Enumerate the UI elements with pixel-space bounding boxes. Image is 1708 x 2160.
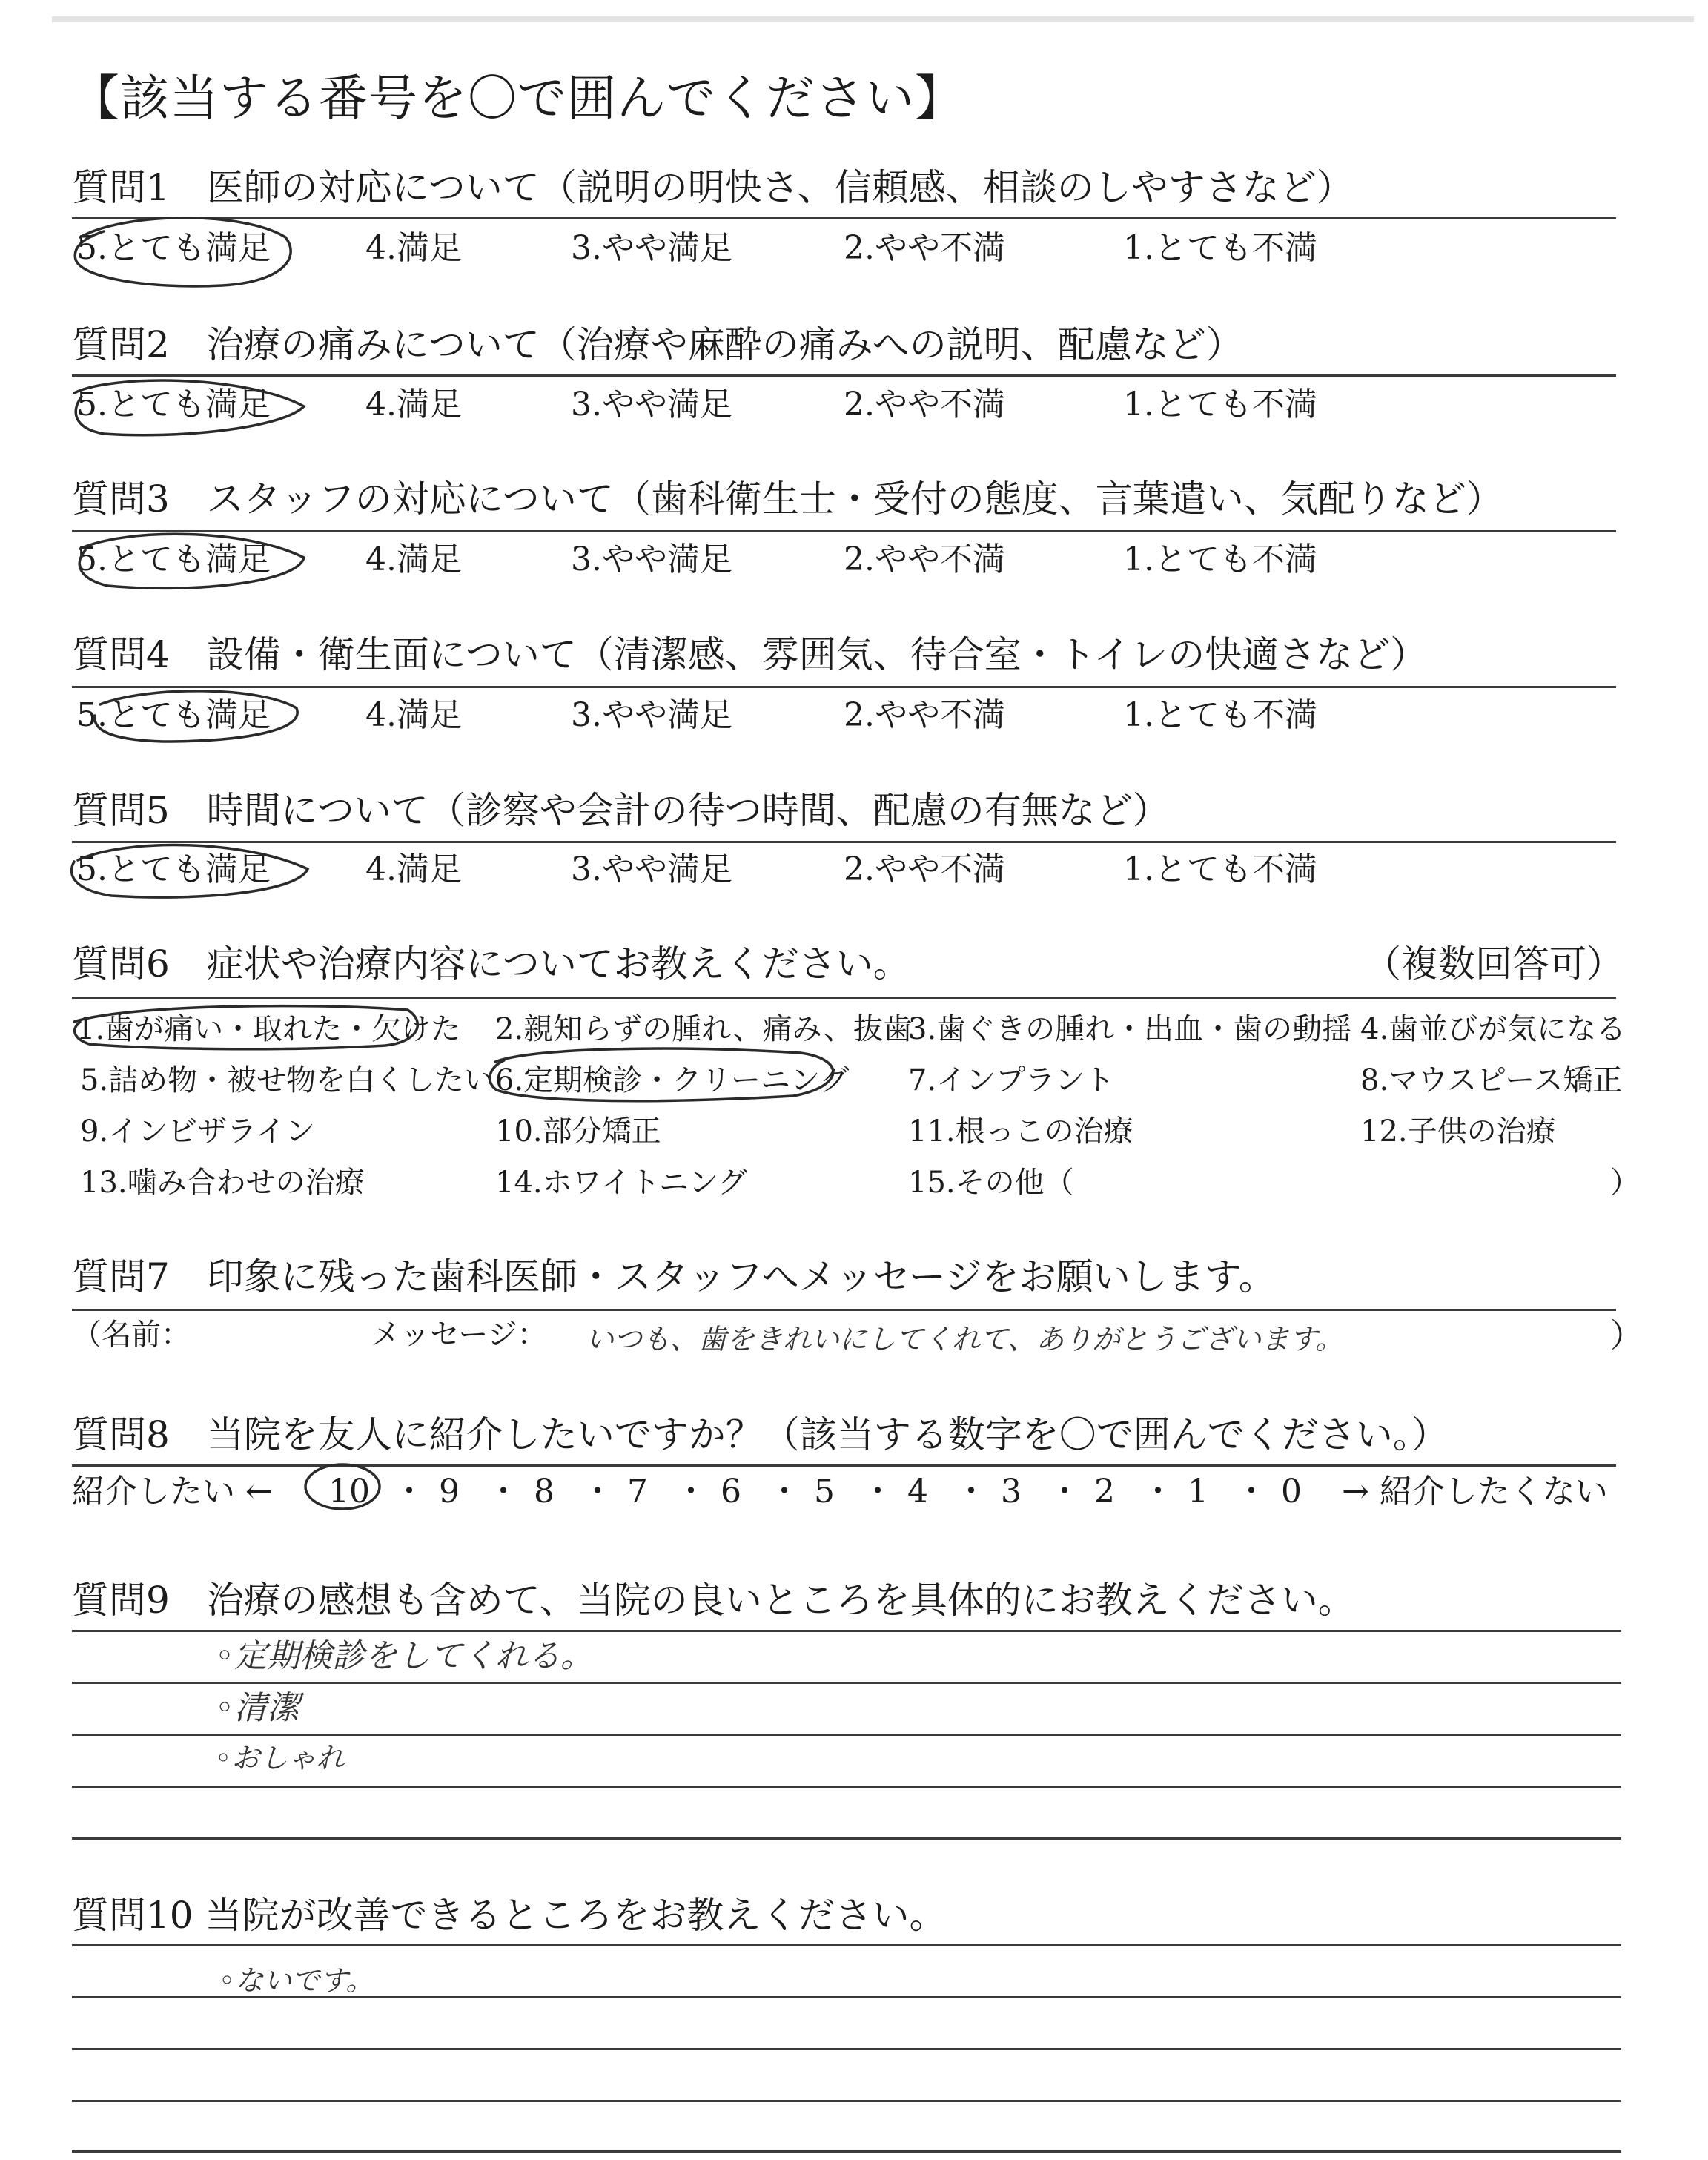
question-6-note: （複数回答可） bbox=[1364, 942, 1623, 985]
name-label: （名前： bbox=[72, 1318, 191, 1352]
q6-option-3[interactable]: 3.歯ぐきの腫れ・出血・歯の動揺 bbox=[908, 1012, 1352, 1046]
answer-line bbox=[72, 1837, 1621, 1840]
q6-option-10[interactable]: 10.部分矯正 bbox=[495, 1114, 661, 1149]
q3-option-2[interactable]: 2.やや不満 bbox=[844, 541, 1005, 578]
q1-option-4[interactable]: 4.満足 bbox=[365, 229, 462, 267]
q9-answer-2: ◦清潔 bbox=[215, 1689, 299, 1727]
scale-5[interactable]: 5 bbox=[814, 1473, 835, 1510]
question-2-rule bbox=[72, 374, 1616, 377]
answer-line bbox=[72, 2048, 1621, 2050]
q6-option-5[interactable]: 5.詰め物・被せ物を白くしたい bbox=[80, 1063, 494, 1097]
scale-sep: ・ bbox=[393, 1473, 426, 1510]
scale-2[interactable]: 2 bbox=[1094, 1473, 1115, 1510]
scale-9[interactable]: 9 bbox=[439, 1473, 460, 1510]
answer-line bbox=[72, 1630, 1621, 1632]
scale-0[interactable]: 0 bbox=[1281, 1473, 1302, 1510]
q1-option-2[interactable]: 2.やや不満 bbox=[844, 229, 1005, 267]
scale-7[interactable]: 7 bbox=[627, 1473, 648, 1510]
q4-option-4[interactable]: 4.満足 bbox=[365, 696, 462, 734]
question-6-rule bbox=[72, 997, 1616, 999]
message-label: メッセージ： bbox=[371, 1318, 547, 1352]
answer-line bbox=[72, 1734, 1621, 1736]
scale-sep: ・ bbox=[581, 1473, 614, 1510]
q6-option-15[interactable]: 15.その他（ bbox=[908, 1166, 1074, 1200]
answer-line bbox=[72, 1786, 1621, 1788]
question-7-rule bbox=[72, 1309, 1616, 1311]
recommend-left-label: 紹介したい ← bbox=[72, 1473, 273, 1510]
scale-1[interactable]: 1 bbox=[1188, 1473, 1208, 1510]
scale-sep: ・ bbox=[675, 1473, 707, 1510]
question-3-rule bbox=[72, 530, 1616, 532]
question-10-label: 質問10 当院が改善できるところをお教えください。 bbox=[72, 1894, 947, 1937]
q6-option-11[interactable]: 11.根っこの治療 bbox=[908, 1114, 1133, 1149]
q2-option-2[interactable]: 2.やや不満 bbox=[844, 386, 1005, 423]
scale-4[interactable]: 4 bbox=[907, 1473, 928, 1510]
page-title: 【該当する番号を〇で囲んでください】 bbox=[70, 70, 964, 127]
q5-option-3[interactable]: 3.やや満足 bbox=[571, 851, 732, 888]
answer-line bbox=[72, 1682, 1621, 1684]
q1-option-5[interactable]: 5.とても満足 bbox=[76, 229, 271, 267]
question-5-label: 質問5 時間について（診察や会計の待つ時間、配慮の有無など） bbox=[72, 789, 1170, 832]
q3-option-1[interactable]: 1.とても不満 bbox=[1123, 541, 1317, 578]
question-2-label: 質問2 治療の痛みについて（治療や麻酔の痛みへの説明、配慮など） bbox=[72, 323, 1243, 366]
q6-option-1[interactable]: 1.歯が痛い・取れた・欠けた bbox=[76, 1012, 461, 1046]
scale-sep: ・ bbox=[955, 1473, 987, 1510]
scale-3[interactable]: 3 bbox=[1001, 1473, 1022, 1510]
scale-sep: ・ bbox=[768, 1473, 801, 1510]
q5-option-4[interactable]: 4.満足 bbox=[365, 851, 462, 888]
question-3-label: 質問3 スタッフの対応について（歯科衛生士・受付の態度、言葉遣い、気配りなど） bbox=[72, 478, 1503, 521]
answer-line bbox=[72, 2100, 1621, 2102]
q6-option-15-close: ） bbox=[1610, 1166, 1640, 1200]
q6-option-13[interactable]: 13.噛み合わせの治療 bbox=[80, 1166, 365, 1200]
handwritten-message: いつも、歯をきれいにしてくれて、ありがとうございます。 bbox=[586, 1323, 1344, 1355]
question-8-rule bbox=[72, 1464, 1616, 1467]
q1-option-1[interactable]: 1.とても不満 bbox=[1123, 229, 1317, 267]
q1-option-3[interactable]: 3.やや満足 bbox=[571, 229, 732, 267]
q2-option-1[interactable]: 1.とても不満 bbox=[1123, 386, 1317, 423]
q6-option-9[interactable]: 9.インビザライン bbox=[80, 1114, 315, 1149]
q9-answer-1: ◦定期検診をしてくれる。 bbox=[215, 1637, 593, 1675]
q4-option-1[interactable]: 1.とても不満 bbox=[1123, 696, 1317, 734]
question-1-rule bbox=[72, 217, 1616, 219]
q4-option-5[interactable]: 5.とても満足 bbox=[76, 696, 271, 734]
question-1-label: 質問1 医師の対応について（説明の明快さ、信頼感、相談のしやすさなど） bbox=[72, 166, 1354, 209]
scale-8[interactable]: 8 bbox=[534, 1473, 555, 1510]
q2-option-4[interactable]: 4.満足 bbox=[365, 386, 462, 423]
question-4-rule bbox=[72, 686, 1616, 688]
recommend-right-label: → 紹介したくない bbox=[1342, 1473, 1608, 1510]
scale-sep: ・ bbox=[1142, 1473, 1174, 1510]
q6-option-2[interactable]: 2.親知らずの腫れ、痛み、抜歯 bbox=[495, 1012, 913, 1046]
q5-option-1[interactable]: 1.とても不満 bbox=[1123, 851, 1317, 888]
question-4-label: 質問4 設備・衛生面について（清潔感、雰囲気、待合室・トイレの快適さなど） bbox=[72, 633, 1428, 676]
question-5-rule bbox=[72, 841, 1616, 843]
scale-sep: ・ bbox=[861, 1473, 894, 1510]
scale-sep: ・ bbox=[487, 1473, 520, 1510]
q3-option-3[interactable]: 3.やや満足 bbox=[571, 541, 732, 578]
q4-option-3[interactable]: 3.やや満足 bbox=[571, 696, 732, 734]
q9-answer-3: ◦おしゃれ bbox=[215, 1742, 345, 1774]
question-7-label: 質問7 印象に残った歯科医師・スタッフへメッセージをお願いします。 bbox=[72, 1255, 1276, 1298]
q6-option-7[interactable]: 7.インプラント bbox=[908, 1063, 1115, 1097]
q3-option-4[interactable]: 4.満足 bbox=[365, 541, 462, 578]
answer-line bbox=[72, 2150, 1621, 2153]
question-6-label: 質問6 症状や治療内容についてお教えください。 bbox=[72, 942, 910, 985]
message-close-paren: ） bbox=[1610, 1317, 1643, 1355]
q6-option-14[interactable]: 14.ホワイトニング bbox=[495, 1166, 748, 1200]
question-9-label: 質問9 治療の感想も含めて、当院の良いところを具体的にお教えください。 bbox=[72, 1579, 1355, 1622]
q4-option-2[interactable]: 2.やや不満 bbox=[844, 696, 1005, 734]
q5-option-2[interactable]: 2.やや不満 bbox=[844, 851, 1005, 888]
q2-option-5[interactable]: 5.とても満足 bbox=[76, 386, 271, 423]
q6-option-6[interactable]: 6.定期検診・クリーニング bbox=[495, 1063, 850, 1097]
scale-6[interactable]: 6 bbox=[721, 1473, 741, 1510]
q10-answer-1: ◦ないです。 bbox=[219, 1964, 374, 1997]
q6-option-4[interactable]: 4.歯並びが気になる bbox=[1360, 1012, 1626, 1046]
q6-option-12[interactable]: 12.子供の治療 bbox=[1360, 1114, 1556, 1149]
q5-option-5[interactable]: 5.とても満足 bbox=[76, 851, 271, 888]
q2-option-3[interactable]: 3.やや満足 bbox=[571, 386, 732, 423]
scale-sep: ・ bbox=[1048, 1473, 1081, 1510]
answer-line bbox=[72, 1944, 1621, 1946]
question-8-label: 質問8 当院を友人に紹介したいですか？（該当する数字を〇で囲んでください。） bbox=[72, 1413, 1449, 1456]
scale-10[interactable]: 10 bbox=[328, 1473, 370, 1510]
scan-edge bbox=[52, 16, 1694, 22]
q3-option-5[interactable]: 5.とても満足 bbox=[76, 541, 271, 578]
scale-sep: ・ bbox=[1235, 1473, 1268, 1510]
q6-option-8[interactable]: 8.マウスピース矯正 bbox=[1360, 1063, 1623, 1097]
